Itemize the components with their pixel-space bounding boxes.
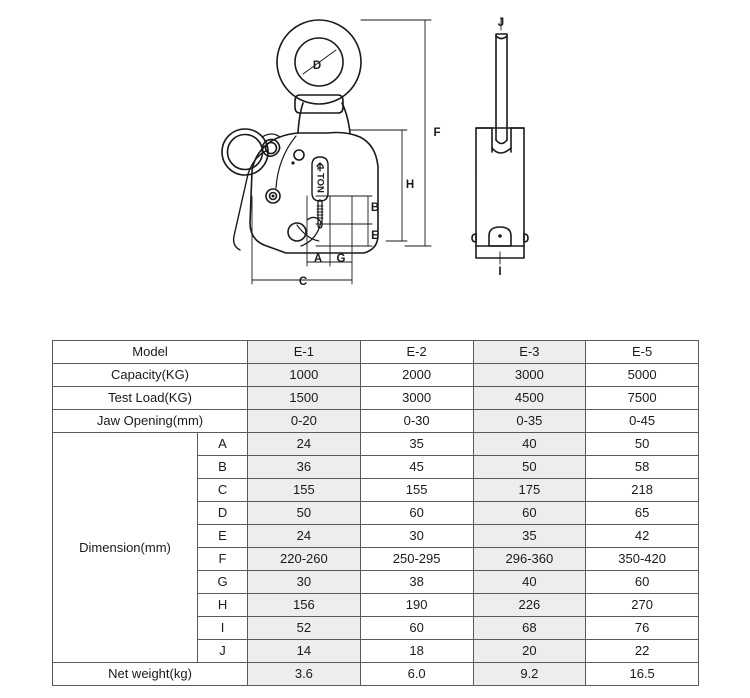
technical-drawing [0, 0, 750, 320]
value-cell: 0-30 [360, 410, 473, 433]
specification-table [52, 340, 699, 686]
value-cell: 155 [360, 479, 473, 502]
front-slot-bottom [492, 148, 511, 153]
value-cell: 76 [586, 617, 699, 640]
value-cell: 18 [360, 640, 473, 663]
value-cell: 0-45 [586, 410, 699, 433]
value-cell: 218 [586, 479, 699, 502]
value-cell: 270 [586, 594, 699, 617]
value-cell: 40 [473, 571, 586, 594]
value-cell: 60 [473, 502, 586, 525]
row-label: Test Load(KG) [53, 387, 248, 410]
table-row [53, 364, 699, 387]
row-label: Capacity(KG) [53, 364, 248, 387]
label-H: H [405, 179, 415, 192]
value-cell: 296-360 [473, 548, 586, 571]
value-cell: 220-260 [248, 548, 361, 571]
value-cell: 42 [586, 525, 699, 548]
neck-right [342, 103, 350, 133]
value-cell: 4500 [473, 387, 586, 410]
side-view-group [222, 20, 431, 284]
value-cell: 3000 [360, 387, 473, 410]
table-row [53, 663, 699, 686]
model-header-cell: E-2 [360, 341, 473, 364]
value-cell: 24 [248, 433, 361, 456]
label-I: I [498, 266, 502, 279]
value-cell: 65 [586, 502, 699, 525]
front-view-group [472, 18, 528, 264]
value-cell: 60 [360, 617, 473, 640]
label-G: G [336, 253, 346, 266]
value-cell: 16.5 [586, 663, 699, 686]
value-cell: 22 [586, 640, 699, 663]
value-cell: 0-35 [473, 410, 586, 433]
value-cell: 36 [248, 456, 361, 479]
table-row [53, 387, 699, 410]
spec-table-container [52, 340, 698, 686]
value-cell: 1500 [248, 387, 361, 410]
value-cell: 38 [360, 571, 473, 594]
cam-jaw-inner [297, 225, 319, 241]
front-cam-center [498, 234, 502, 238]
label-B: B [370, 202, 380, 215]
value-cell: 3000 [473, 364, 586, 387]
value-cell: 9.2 [473, 663, 586, 686]
front-stud-right [524, 234, 528, 242]
label-A: A [313, 253, 323, 266]
dimension-letter-cell: F [198, 548, 248, 571]
value-cell: 0-20 [248, 410, 361, 433]
table-row [53, 433, 699, 456]
front-stud-left [472, 234, 476, 242]
pull-ring-inner [228, 135, 263, 170]
value-cell: 155 [248, 479, 361, 502]
value-cell: 2000 [360, 364, 473, 387]
value-cell: 40 [473, 433, 586, 456]
dimension-letter-cell: B [198, 456, 248, 479]
value-cell: 1000 [248, 364, 361, 387]
value-cell: 50 [586, 433, 699, 456]
value-cell: 50 [248, 502, 361, 525]
label-F: F [433, 127, 441, 140]
body-dot [291, 161, 294, 164]
label-D: D [312, 60, 322, 73]
value-cell: 5000 [586, 364, 699, 387]
value-cell: 175 [473, 479, 586, 502]
ring-eyelet-top [262, 134, 280, 137]
value-cell: 30 [248, 571, 361, 594]
dimension-letter-cell: D [198, 502, 248, 525]
front-body-outline [476, 128, 524, 258]
table-row [53, 410, 699, 433]
value-cell: 30 [360, 525, 473, 548]
value-cell: 3.6 [248, 663, 361, 686]
dimension-letter-cell: E [198, 525, 248, 548]
pull-ring-outer [222, 129, 268, 175]
clamp-body-outline [250, 133, 378, 254]
row-label: Jaw Opening(mm) [53, 410, 248, 433]
value-cell: 58 [586, 456, 699, 479]
dimension-letter-cell: J [198, 640, 248, 663]
value-cell: 60 [586, 571, 699, 594]
label-C: C [298, 276, 308, 289]
value-cell: 6.0 [360, 663, 473, 686]
table-row [53, 341, 699, 364]
label-E: E [371, 230, 379, 243]
dimension-letter-cell: H [198, 594, 248, 617]
value-cell: 7500 [586, 387, 699, 410]
dimension-letter-cell: I [198, 617, 248, 640]
clamp-drawing-svg [0, 0, 750, 320]
value-cell: 250-295 [360, 548, 473, 571]
value-cell: 20 [473, 640, 586, 663]
value-cell: 226 [473, 594, 586, 617]
row-label: Net weight(kg) [53, 663, 248, 686]
value-cell: 350-420 [586, 548, 699, 571]
dimension-letter-cell: G [198, 571, 248, 594]
value-cell: 45 [360, 456, 473, 479]
dimension-letter-cell: C [198, 479, 248, 502]
row-label: Model [53, 341, 248, 364]
shackle-top [496, 34, 507, 36]
dimension-letter-cell: A [198, 433, 248, 456]
cam-pivot-center [272, 195, 275, 198]
model-header-cell: E-3 [473, 341, 586, 364]
value-cell: 68 [473, 617, 586, 640]
value-cell: 14 [248, 640, 361, 663]
ton-badge-label: 1 TON [314, 165, 326, 193]
value-cell: 156 [248, 594, 361, 617]
label-J: J [497, 17, 505, 30]
model-header-cell: E-1 [248, 341, 361, 364]
value-cell: 50 [473, 456, 586, 479]
body-stud [294, 150, 304, 160]
shackle-bottom-curve [496, 140, 507, 144]
neck-left [298, 103, 303, 133]
value-cell: 60 [360, 502, 473, 525]
value-cell: 35 [473, 525, 586, 548]
value-cell: 52 [248, 617, 361, 640]
model-header-cell: E-5 [586, 341, 699, 364]
value-cell: 35 [360, 433, 473, 456]
shackle-top-curve [496, 36, 507, 39]
value-cell: 24 [248, 525, 361, 548]
value-cell: 190 [360, 594, 473, 617]
dimension-group-label: Dimension(mm) [53, 433, 198, 663]
